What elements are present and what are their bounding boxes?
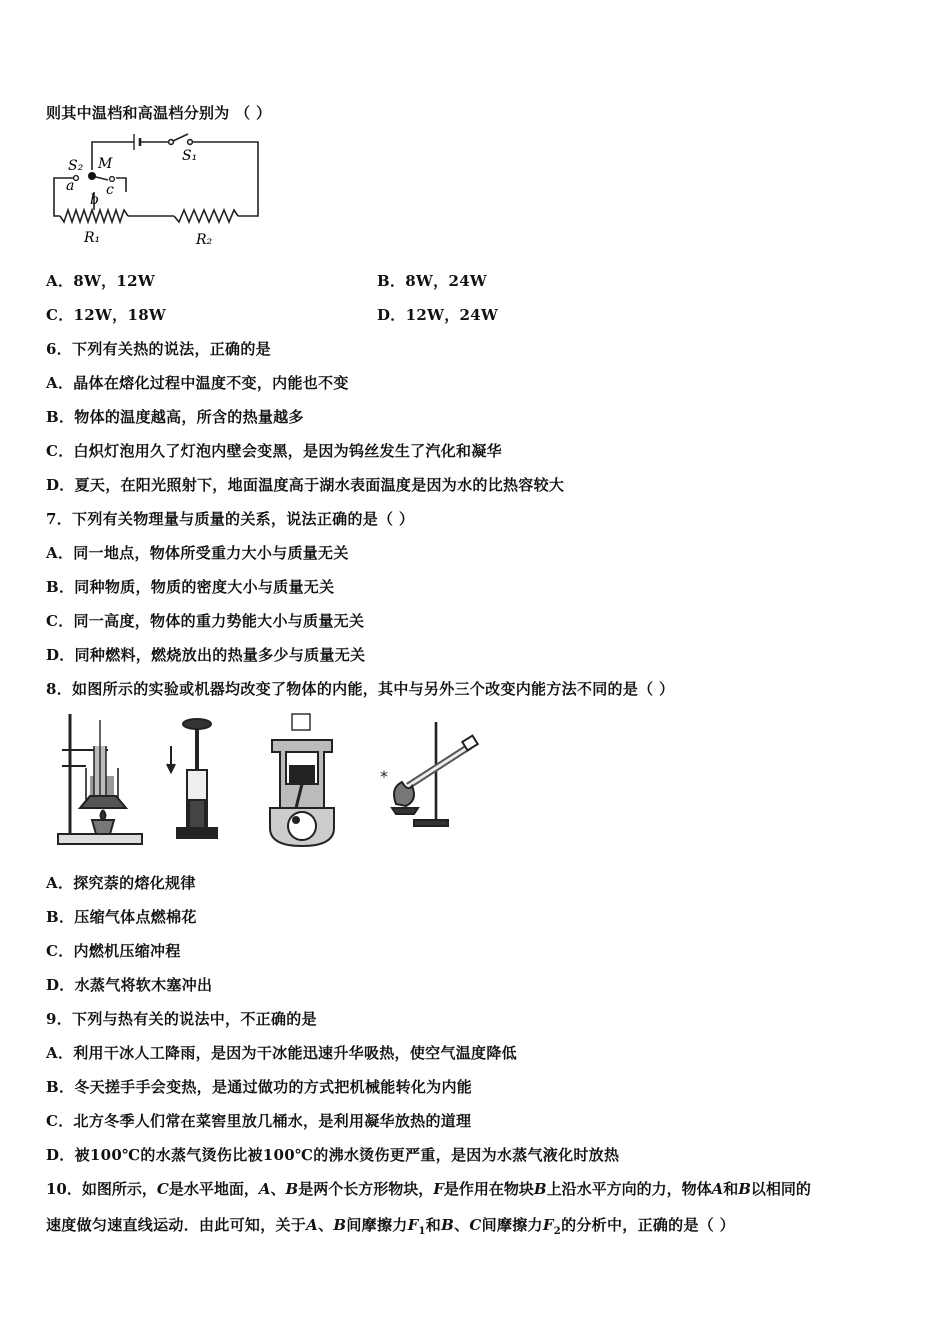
q7-stem: 7．下列有关物理量与质量的关系，说法正确的是（ ） bbox=[46, 510, 415, 528]
q9-option-d[interactable]: D．被100℃的水蒸气烫伤比被100℃的沸水烫伤更严重，是因为水蒸气液化时放热 bbox=[46, 1146, 620, 1164]
q8-option-a[interactable]: A．探究萘的熔化规律 bbox=[46, 874, 196, 892]
figure-naphthalene-melting bbox=[56, 710, 146, 850]
label-s1: S₁ bbox=[182, 148, 198, 164]
label-r1: R₁ bbox=[84, 230, 101, 246]
q6-option-c[interactable]: C．白炽灯泡用久了灯泡内壁会变黑，是因为钨丝发生了汽化和凝华 bbox=[46, 442, 502, 460]
q9-stem: 9．下列与热有关的说法中，不正确的是 bbox=[46, 1010, 317, 1028]
q5-option-c[interactable]: C．12W，18W bbox=[46, 306, 167, 324]
figure-fire-syringe bbox=[165, 716, 225, 844]
q6-stem: 6．下列有关热的说法，正确的是 bbox=[46, 340, 271, 358]
q9-option-a[interactable]: A．利用干冰人工降雨，是因为干冰能迅速升华吸热，使空气温度降低 bbox=[46, 1044, 517, 1062]
q8-option-b[interactable]: B．压缩气体点燃棉花 bbox=[46, 908, 197, 926]
q7-option-a[interactable]: A．同一地点，物体所受重力大小与质量无关 bbox=[46, 544, 349, 562]
q5-option-b[interactable]: B．8W，24W bbox=[377, 272, 488, 290]
q9-option-b[interactable]: B．冬天搓手手会变热，是通过做功的方式把机械能转化为内能 bbox=[46, 1078, 473, 1096]
q5-option-a[interactable]: A．8W，12W bbox=[46, 272, 156, 290]
q8-option-c[interactable]: C．内燃机压缩冲程 bbox=[46, 942, 181, 960]
svg-text:*: * bbox=[380, 767, 388, 786]
circuit-diagram bbox=[46, 130, 266, 252]
q7-option-b[interactable]: B．同种物质，物质的密度大小与质量无关 bbox=[46, 578, 335, 596]
label-b: b bbox=[90, 192, 99, 208]
q10-stem-line2: 速度做匀速直线运动．由此可知，关于A、B间摩擦力$F_1$和B、C间摩擦力$F_2$的分析中，正确的是（ ） bbox=[46, 1216, 735, 1237]
q9-option-c[interactable]: C．北方冬季人们常在菜窖里放几桶水，是利用凝华放热的道理 bbox=[46, 1112, 472, 1130]
label-m: M bbox=[98, 156, 113, 172]
q5-option-d[interactable]: D．12W，24W bbox=[377, 306, 499, 324]
q8-option-d[interactable]: D．水蒸气将软木塞冲出 bbox=[46, 976, 213, 994]
label-c: c bbox=[106, 182, 114, 198]
label-a: a bbox=[66, 178, 75, 194]
figure-engine-compression bbox=[262, 712, 342, 850]
q10-stem-line1: 10．如图所示，C是水平地面，A、B是两个长方形物块，F是作用在物块B上沿水平方向的力，物体A和B以相同的 bbox=[46, 1180, 811, 1198]
q7-option-d[interactable]: D．同种燃料，燃烧放出的热量多少与质量无关 bbox=[46, 646, 366, 664]
q6-option-b[interactable]: B．物体的温度越高，所含的热量越多 bbox=[46, 408, 304, 426]
question-intro: 则其中温档和高温档分别为 （ ） bbox=[46, 104, 272, 122]
q7-option-c[interactable]: C．同一高度，物体的重力势能大小与质量无关 bbox=[46, 612, 365, 630]
q6-option-d[interactable]: D．夏天，在阳光照射下，地面温度高于湖水表面温度是因为水的比热容较大 bbox=[46, 476, 565, 494]
label-s2: S₂ bbox=[68, 158, 84, 174]
label-r2: R₂ bbox=[196, 232, 213, 248]
q8-stem: 8．如图所示的实验或机器均改变了物体的内能，其中与另外三个改变内能方法不同的是（ ） bbox=[46, 680, 675, 698]
q6-option-a[interactable]: A．晶体在熔化过程中温度不变，内能也不变 bbox=[46, 374, 349, 392]
figure-steam-cork bbox=[378, 716, 486, 832]
